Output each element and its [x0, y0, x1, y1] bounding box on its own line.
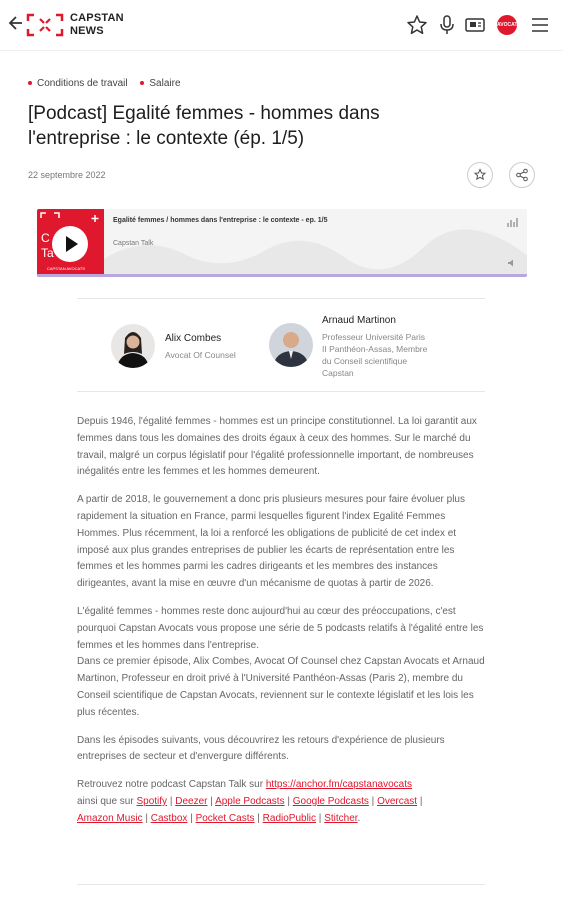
separator: |: [142, 812, 151, 824]
brand-name[interactable]: [70, 12, 124, 38]
separator: |: [167, 795, 176, 807]
author-photo-arnaud[interactable]: [269, 323, 313, 367]
paragraph-text: ainsi que sur: [77, 795, 137, 807]
author-role-line: Capstan: [322, 368, 354, 378]
paragraph-end: .: [357, 812, 361, 824]
separator: |: [417, 795, 423, 807]
paragraph-links: [77, 777, 487, 827]
authors-section: [0, 300, 563, 390]
separator: |: [284, 795, 293, 807]
author-role-line: II Panthéon-Assas, Membre: [322, 344, 428, 354]
paragraph: Depuis 1946, l'égalité femmes - hommes est un principe constitutionnel. La loi garantit aux femmes dans tous les domaines des droits égaux à ceux des hommes. Sur le marché du travail, malgré un corpus législatif pour l'égalité professionnelle important, de nombreuses inégalités entre les femmes et les hommes demeurent.: [77, 416, 477, 478]
brand-line-2: NEWS: [70, 25, 104, 37]
star-icon[interactable]: [406, 14, 428, 36]
top-bar: [0, 0, 563, 51]
category-list: [28, 78, 191, 89]
apple-podcasts-link[interactable]: Apple Podcasts: [215, 795, 285, 807]
category-label: Salaire: [149, 78, 181, 89]
account-avatar[interactable]: [497, 15, 521, 35]
overcast-link[interactable]: Overcast: [377, 795, 418, 807]
back-arrow-icon[interactable]: [8, 13, 26, 33]
separator: |: [207, 795, 216, 807]
author-role-line: du Conseil scientifique: [322, 356, 408, 366]
paragraph-text: Retrouvez notre podcast Capstan Talk sur: [77, 779, 266, 791]
volume-icon[interactable]: [507, 258, 517, 268]
cover-logo-icon: [40, 212, 100, 226]
podcast-cover: [37, 209, 104, 277]
cover-caption: CAPSTAN AVOCATS: [47, 266, 86, 271]
deezer-link[interactable]: Deezer: [175, 795, 208, 807]
podcast-player: [37, 209, 527, 277]
divider: [77, 391, 485, 392]
brand-line-1: CAPSTAN: [70, 12, 124, 24]
episode-title: Egalité femmes / hommes dans l'entreprise : le contexte - ep. 1/5: [113, 217, 328, 224]
author-role-line: Professeur Université Paris: [322, 332, 425, 342]
paragraph: Dans les épisodes suivants, vous découvrirez les retours d'expérience de plusieurs entreprises de secteur et d'envergure différents.: [77, 734, 445, 763]
separator: |: [316, 812, 325, 824]
pocket-casts-link[interactable]: Pocket Casts: [195, 812, 255, 824]
divider: [77, 884, 485, 885]
author-name[interactable]: Arnaud Martinon: [322, 315, 396, 326]
share-icon: [510, 163, 534, 187]
category-tag[interactable]: [28, 78, 128, 89]
google-podcasts-link[interactable]: Google Podcasts: [292, 795, 369, 807]
article-body: [77, 414, 487, 839]
paragraph-text: Dans ce premier épisode, Alix Combes, Avocat Of Counsel chez Capstan Avocats et Arnaud Martinon, Professeur en droit privé à l'Université Panthéon-Assas (Paris 2), membre du Conseil scientifique de Capstan Avocats, reviennent sur le contexte législatif et les lois les plus récentes.: [77, 656, 485, 718]
stitcher-link[interactable]: Stitcher: [324, 812, 358, 824]
show-name[interactable]: Capstan Talk: [113, 240, 154, 247]
menu-icon[interactable]: [529, 14, 551, 36]
cover-text-line: Ta: [41, 246, 54, 260]
radiopublic-link[interactable]: RadioPublic: [262, 812, 317, 824]
category-tag[interactable]: [140, 78, 180, 89]
stats-icon[interactable]: [506, 216, 518, 228]
cover-text-line: C: [41, 231, 50, 245]
author-photo-alix[interactable]: [111, 324, 155, 368]
bookmark-button[interactable]: [467, 162, 493, 188]
play-icon: [52, 226, 88, 262]
article-title: [Podcast] Egalité femmes - hommes dans l'entreprise : le contexte (ép. 1/5): [28, 103, 380, 149]
spotify-link[interactable]: Spotify: [136, 795, 168, 807]
player-progress-bar[interactable]: [37, 274, 527, 277]
category-dot-icon: [140, 81, 144, 85]
avatar-badge-text: AVOCATS: [497, 22, 521, 28]
paragraph: A partir de 2018, le gouvernement a donc pris plusieurs mesures pour faire évoluer plus rapidement la situation en France, parmi lesquelles figurent l'index Egalité Femmes Hommes. Plus récemment, la loi a renforcé les obligations de publicité de cet index et imposé aux plus grandes entreprises de publier les écarts de représentation entre les femmes et les hommes parmi les cadres dirigeants et les membres des instances dirigeantes, avant la mise en œuvre d'un mécanisme de quotas à partir de 2026.: [77, 494, 465, 590]
author-role: Avocat Of Counsel: [165, 350, 236, 360]
author-role: [322, 331, 427, 379]
amazon-music-link[interactable]: Amazon Music: [77, 812, 143, 824]
play-button[interactable]: [52, 226, 88, 262]
star-icon: [468, 163, 492, 187]
author-name[interactable]: Alix Combes: [165, 333, 222, 344]
capstan-logo-icon[interactable]: [26, 13, 64, 37]
category-label: Conditions de travail: [37, 78, 128, 89]
paragraph: [77, 604, 487, 722]
separator: |: [368, 795, 378, 807]
paragraph-text: L'égalité femmes - hommes reste donc aujourd'hui au cœur des préoccupations, c'est pourquoi Capstan Avocats vous propose une série de 5 podcasts relatifs à l'égalité entre les femmes et les hommes dans l'entreprise.: [77, 605, 484, 651]
share-button[interactable]: [509, 162, 535, 188]
separator: |: [187, 812, 196, 824]
anchor-link[interactable]: https://anchor.fm/capstanavocats: [265, 779, 413, 791]
tv-icon[interactable]: [464, 14, 486, 36]
castbox-link[interactable]: Castbox: [150, 812, 188, 824]
microphone-icon[interactable]: [436, 14, 458, 36]
waveform-graphic: [104, 229, 527, 274]
article-date: 22 septembre 2022: [28, 170, 106, 180]
category-dot-icon: [28, 81, 32, 85]
separator: |: [254, 812, 263, 824]
divider: [77, 298, 485, 299]
